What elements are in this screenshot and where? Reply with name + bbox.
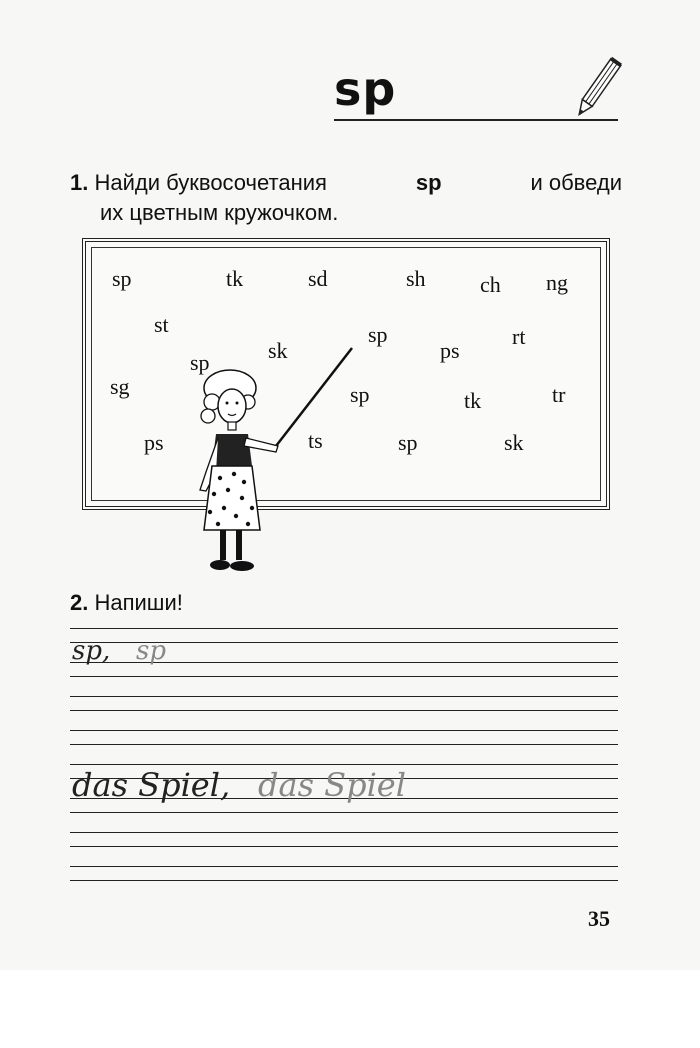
handwriting-sample-sp: sp, — [72, 636, 111, 666]
letter-combination: tr — [552, 382, 566, 407]
pencil-icon — [572, 54, 622, 124]
task1-number: 1. — [70, 170, 89, 195]
letter-combination: sp — [190, 350, 210, 375]
letter-combination: sp — [398, 430, 418, 455]
letter-combination: ch — [480, 272, 501, 297]
task2-label: Напиши! — [94, 590, 183, 615]
task1-bold-word: sp — [415, 170, 442, 195]
task2-number: 2. — [70, 590, 89, 615]
letter-combination: ts — [308, 428, 323, 453]
letter-combination: rt — [512, 324, 526, 349]
letter-combination: ps — [144, 430, 164, 455]
task1-text-line2: их цветным кружочком. — [100, 200, 339, 225]
page-title: sp — [334, 62, 397, 116]
letter-combination: sp — [368, 322, 388, 347]
letter-combination: ng — [546, 270, 568, 295]
handwriting-trace-das-spiel: das Spiel — [258, 766, 406, 804]
task1-instruction — [70, 168, 622, 228]
letter-combination: sd — [308, 266, 328, 291]
girl-with-pointer-illustration — [180, 340, 370, 580]
letter-combination: sh — [406, 266, 426, 291]
letter-combination: tk — [226, 266, 244, 291]
letter-combination: sg — [110, 374, 130, 399]
task1-text-end: и обведи — [530, 170, 622, 195]
task2-instruction — [70, 590, 183, 616]
letter-combination: sp — [350, 382, 370, 407]
letter-combination: sk — [268, 338, 288, 363]
handwriting-trace-sp: sp — [136, 636, 166, 666]
letter-combination: st — [154, 312, 169, 337]
handwriting-sample-das-spiel: das Spiel, — [72, 766, 231, 804]
task1-text-start: Найди буквосочетания — [94, 170, 327, 195]
letter-combination: sk — [504, 430, 524, 455]
letter-combination: sp — [112, 266, 132, 291]
page-number: 35 — [588, 906, 610, 931]
letter-combination: ps — [440, 338, 460, 363]
letter-combination: tk — [464, 388, 482, 413]
